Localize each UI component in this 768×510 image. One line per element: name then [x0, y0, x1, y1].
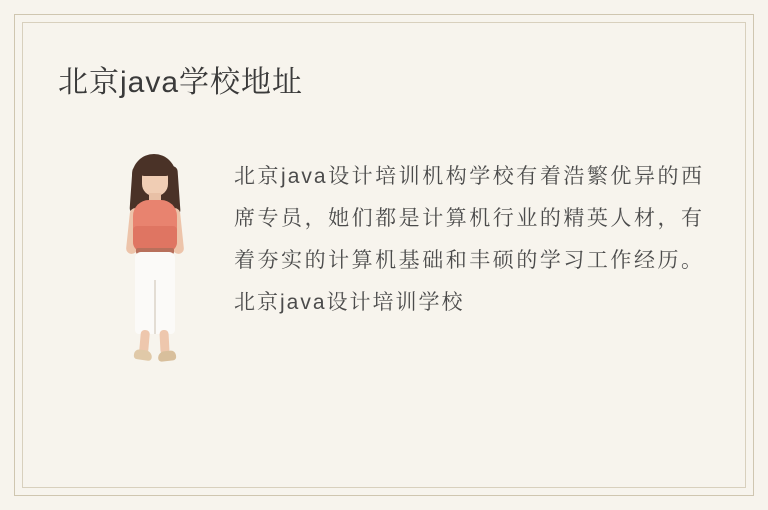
article-content: [58, 140, 710, 450]
person-photo: [104, 148, 214, 373]
page-title: 北京java学校地址: [58, 66, 304, 99]
trousers-seam-shape: [154, 280, 156, 334]
right-shoe-shape: [158, 350, 177, 362]
left-shoe-shape: [133, 349, 152, 361]
article-body: 北京java设计培训机构学校有着浩繁优异的西席专员，她们都是计算机行业的精英人材，有着夯实的计算机基础和丰硕的学习工作经历。北京java设计培训学校: [234, 165, 704, 314]
hair-front-shape: [138, 156, 172, 176]
